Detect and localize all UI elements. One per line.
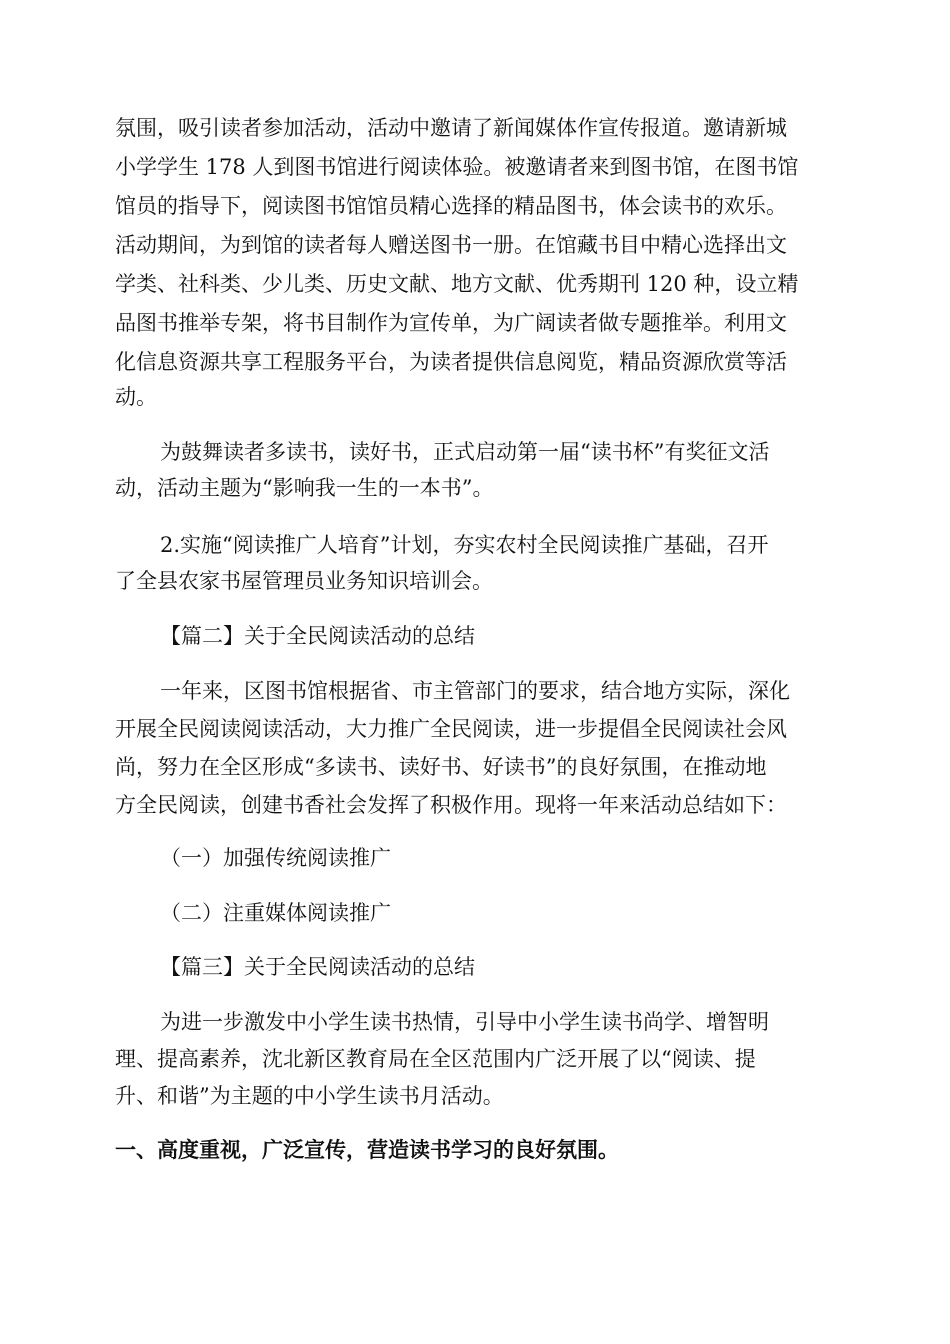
text-line: 动。 xyxy=(115,385,157,409)
text-line: 为鼓舞读者多读书，读好书，正式启动第一届“读书杯”有奖征文活 xyxy=(160,440,770,464)
list-item-traditional-reading: （一）加强传统阅读推广 xyxy=(160,846,391,870)
text-line: 为进一步激发中小学生读书热情，引导中小学生读书尚学、增智明 xyxy=(160,1010,769,1034)
list-item-media-reading: （二）注重媒体阅读推广 xyxy=(160,901,391,925)
text-line: 方全民阅读，创建书香社会发挥了积极作用。现将一年来活动总结如下： xyxy=(115,793,787,817)
text-line: 学类、社科类、少儿类、历史文献、地方文献、优秀期刊 120 种，设立精 xyxy=(115,272,799,296)
text-line: 尚，努力在全区形成“多读书、读好书、好读书”的良好氛围，在推动地 xyxy=(115,755,767,779)
text-line: 馆员的指导下，阅读图书馆馆员精心选择的精品图书，体会读书的欢乐。 xyxy=(115,194,787,218)
text-line: 活动期间，为到馆的读者每人赠送图书一册。在馆藏书目中精心选择出文 xyxy=(115,233,787,257)
text-line: 动，活动主题为“影响我一生的一本书”。 xyxy=(115,476,494,500)
text-line: 品图书推举专架，将书目制作为宣传单，为广阔读者做专题推举。利用文 xyxy=(115,311,787,335)
text-line: 开展全民阅读阅读活动，大力推广全民阅读，进一步提倡全民阅读社会风 xyxy=(115,717,787,741)
text-line: 小学学生 178 人到图书馆进行阅读体验。被邀请者来到图书馆，在图书馆 xyxy=(115,155,799,179)
section-title-part-two: 【篇二】关于全民阅读活动的总结 xyxy=(160,624,475,648)
text-line: 化信息资源共享工程服务平台，为读者提供信息阅览，精品资源欣赏等活 xyxy=(115,350,787,374)
section-heading-one: 一、高度重视，广泛宣传，营造读书学习的良好氛围。 xyxy=(115,1138,619,1162)
text-line: 2.实施“阅读推广人培育”计划，夯实农村全民阅读推广基础，召开 xyxy=(160,533,769,557)
text-line: 升、和谐”为主题的中小学生读书月活动。 xyxy=(115,1084,504,1108)
text-line: 了全县农家书屋管理员业务知识培训会。 xyxy=(115,569,493,593)
section-title-part-three: 【篇三】关于全民阅读活动的总结 xyxy=(160,955,475,979)
text-line: 理、提高素养，沈北新区教育局在全区范围内广泛开展了以“阅读、提 xyxy=(115,1047,756,1071)
text-line: 一年来，区图书馆根据省、市主管部门的要求，结合地方实际，深化 xyxy=(160,679,790,703)
text-line: 氛围，吸引读者参加活动，活动中邀请了新闻媒体作宣传报道。邀请新城 xyxy=(115,116,787,140)
